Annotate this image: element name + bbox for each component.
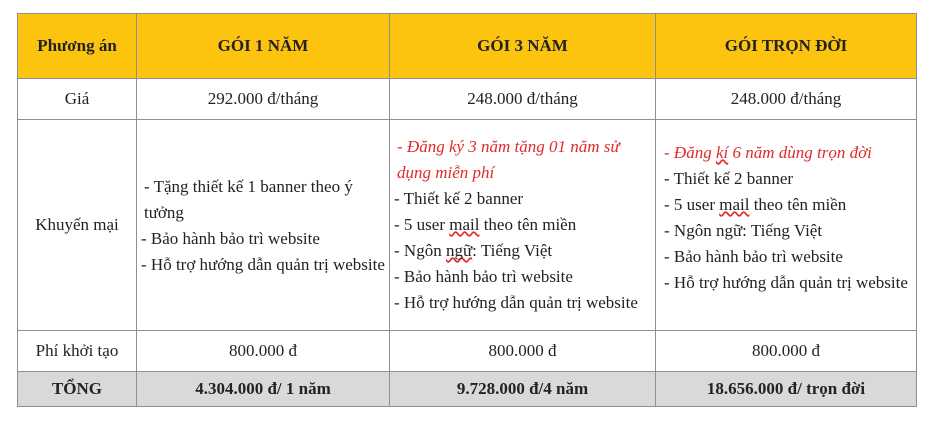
setup-fee-row <box>18 331 917 372</box>
setup-fee-1-year: 800.000 đ <box>137 331 390 372</box>
promo-3-years <box>390 120 656 331</box>
setup-fee-label: Phí khởi tạo <box>18 331 137 372</box>
setup-fee-3-years: 800.000 đ <box>390 331 656 372</box>
total-row <box>18 372 917 407</box>
price-label: Giá <box>18 79 137 120</box>
promo-lifetime <box>656 120 917 331</box>
pricing-table <box>17 13 917 407</box>
total-3-years: 9.728.000 đ/4 năm <box>390 372 656 407</box>
total-1-year: 4.304.000 đ/ 1 năm <box>137 372 390 407</box>
promo-3-years-item: - Thiết kế 2 banner <box>394 189 524 208</box>
promo-lifetime-item: - Thiết kế 2 banner <box>664 169 794 188</box>
price-lifetime: 248.000 đ/tháng <box>656 79 917 120</box>
total-label: TỔNG <box>18 372 137 407</box>
promo-3-years-item: - Ngôn ngữ: Tiếng Việt <box>394 241 553 260</box>
promo-lifetime-item: - 5 user mail theo tên miền <box>664 195 847 214</box>
promo-3-years-item: - Hỗ trợ hướng dẫn quản trị website <box>394 293 638 312</box>
promo-1-year-item: - Hỗ trợ hướng dẫn quản trị website <box>141 255 385 274</box>
promo-lifetime-item: - Ngôn ngữ: Tiếng Việt <box>664 221 823 240</box>
price-3-years: 248.000 đ/tháng <box>390 79 656 120</box>
total-lifetime: 18.656.000 đ/ trọn đời <box>656 372 917 407</box>
promo-label: Khuyến mại <box>18 120 137 331</box>
promo-3-years-item: - Bảo hành bảo trì website <box>394 267 573 286</box>
promo-lifetime-highlight: - Đăng kí 6 năm dùng trọn đời <box>664 143 872 162</box>
promo-1-year-item: - Bảo hành bảo trì website <box>141 229 320 248</box>
price-row <box>18 79 917 120</box>
promo-3-years-highlight: - Đăng ký 3 năm tặng 01 năm sử dụng miễn phí <box>397 137 620 182</box>
setup-fee-lifetime: 800.000 đ <box>656 331 917 372</box>
header-row <box>18 14 917 79</box>
header-plan-lifetime: GÓI TRỌN ĐỜI <box>656 14 917 79</box>
header-plan-1-year: GÓI 1 NĂM <box>137 14 390 79</box>
header-option-label: Phương án <box>18 14 137 79</box>
price-1-year: 292.000 đ/tháng <box>137 79 390 120</box>
header-plan-3-years: GÓI 3 NĂM <box>390 14 656 79</box>
promo-1-year-item: - Tặng thiết kế 1 banner theo ý tưởng <box>144 177 353 222</box>
promo-1-year <box>137 120 390 331</box>
promo-3-years-item: - 5 user mail theo tên miền <box>394 215 577 234</box>
promo-lifetime-item: - Bảo hành bảo trì website <box>664 247 843 266</box>
promo-row <box>18 120 917 331</box>
promo-lifetime-item: - Hỗ trợ hướng dẫn quản trị website <box>664 273 908 292</box>
